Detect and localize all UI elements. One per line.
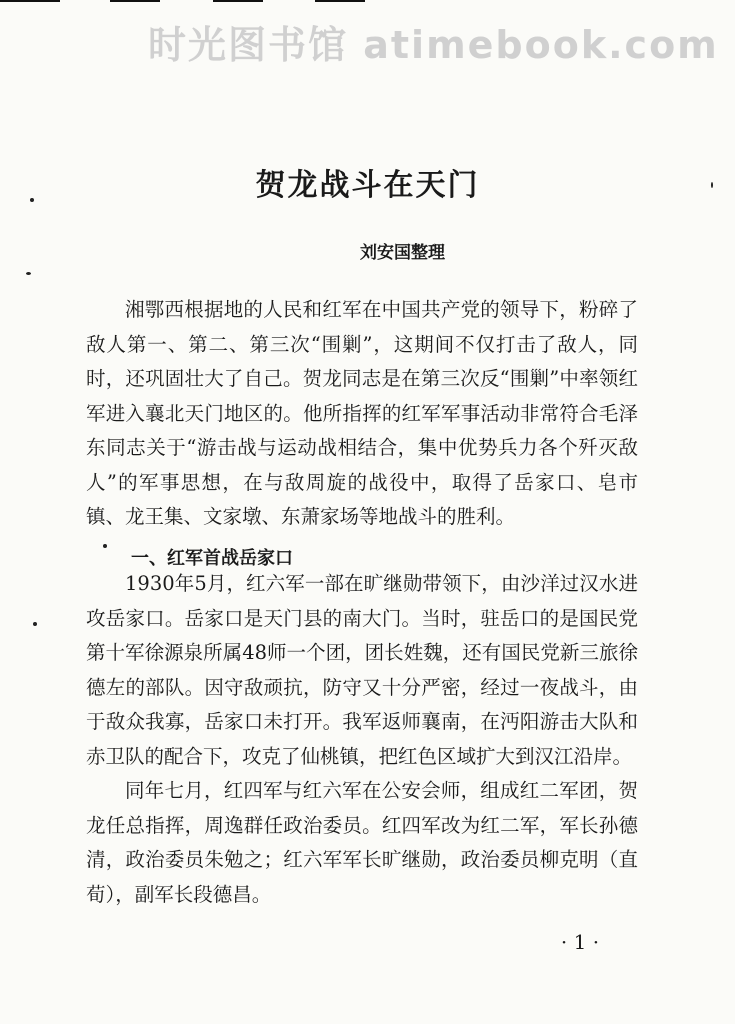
intro-paragraph: 湘鄂西根据地的人民和红军在中国共产党的领导下，粉碎了敌人第一、第二、第三次“围剿”，这期间不仅打击了敌人，同时，还巩固壮大了自己。贺龙同志是在第三次反“围剿”中率领红军进入襄北天门地区的。他所指挥的红军军事活动非常符合毛泽东同志关于“游击战与运动战相结合，集中优势兵力各个歼灭敌人”的军事思想，在与敌周旋的战役中，取得了岳家口、皂市镇、龙王集、文家墩、东萧家场等地战斗的胜利。 — [86, 298, 638, 528]
scan-speck — [33, 622, 37, 626]
scan-speck — [103, 544, 107, 548]
scan-speck — [26, 272, 31, 275]
section-heading: 一、红军首战岳家口 — [131, 548, 293, 569]
section-body — [86, 567, 638, 912]
scan-top-rule — [110, 0, 160, 2]
scan-top-rule — [213, 0, 263, 2]
watermark: 时光图书馆 atimebook.com — [148, 23, 719, 67]
page-number: · 1 · — [560, 930, 600, 954]
scan-speck — [30, 198, 34, 202]
article-title: 贺龙战斗在天门 — [255, 168, 480, 203]
section-paragraph: 1930年5月，红六军一部在旷继勋带领下，由沙洋过汉水进攻岳家口。岳家口是天门县的南大门。当时，驻岳口的是国民党第十军徐源泉所属48师一个团，团长姓魏，还有国民党新三旅徐德左的部队。因守敌顽抗，防守又十分严密，经过一夜战斗，由于敌众我寡，岳家口未打开。我军返师襄南，在沔阳游击大队和赤卫队的配合下，攻克了仙桃镇，把红色区域扩大到汉江沿岸。 — [86, 572, 638, 768]
intro-section — [86, 293, 638, 535]
article-author: 刘安国整理 — [360, 243, 445, 263]
scan-top-rule — [0, 0, 60, 2]
scan-speck — [711, 182, 713, 188]
section-paragraph: 同年七月，红四军与红六军在公安会师，组成红二军团，贺龙任总指挥，周逸群任政治委员。红四军改为红二军，军长孙德清，政治委员朱勉之；红六军军长旷继勋，政治委员柳克明（直荀），副军长段德昌。 — [86, 779, 638, 906]
scan-top-rule — [315, 0, 365, 2]
